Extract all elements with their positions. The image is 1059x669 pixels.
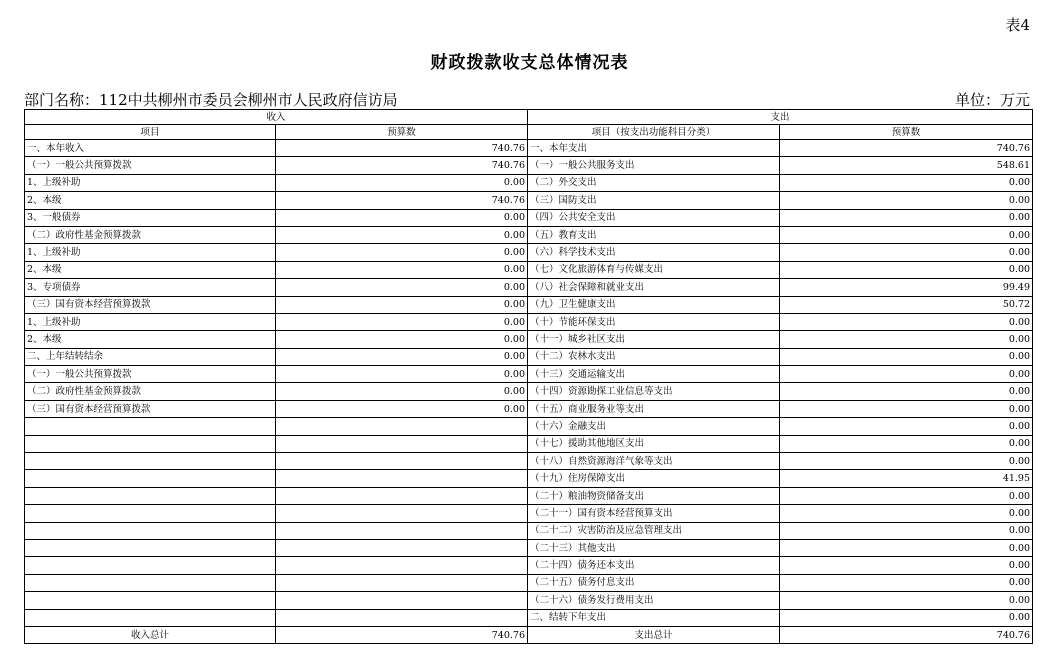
expense-amount-cell: 0.00 [780, 348, 1033, 365]
income-item-cell [25, 574, 276, 591]
income-item-cell: 2、本级 [25, 331, 276, 348]
table-number-label: 表4 [1005, 16, 1030, 34]
expense-item-cell: （二十四）债务还本支出 [528, 557, 780, 574]
income-item-cell [25, 470, 276, 487]
table-row [25, 470, 1033, 487]
income-amount-cell: 0.00 [276, 366, 528, 383]
expense-item-cell: 一、本年支出 [528, 140, 780, 157]
expense-total-amount: 740.76 [780, 626, 1033, 643]
expense-total-label: 支出总计 [528, 626, 780, 643]
table-row [25, 366, 1033, 383]
expense-amount-cell: 0.00 [780, 244, 1033, 261]
totals-row [25, 626, 1033, 643]
income-amount-cell [276, 609, 528, 626]
table-row [25, 435, 1033, 452]
income-amount-cell: 0.00 [276, 279, 528, 296]
income-section-header: 收入 [25, 110, 528, 125]
income-amount-header: 预算数 [276, 125, 528, 140]
expense-amount-cell: 0.00 [780, 539, 1033, 556]
income-item-cell: 2、本级 [25, 192, 276, 209]
expense-amount-cell: 0.00 [780, 505, 1033, 522]
expense-item-cell: （十二）农林水支出 [528, 348, 780, 365]
expense-item-cell: （十五）商业服务业等支出 [528, 400, 780, 417]
income-item-cell [25, 487, 276, 504]
expense-item-cell: （二十六）债务发行费用支出 [528, 592, 780, 609]
table-row [25, 296, 1033, 313]
expense-amount-cell: 548.61 [780, 157, 1033, 174]
table-row [25, 383, 1033, 400]
expense-amount-cell: 0.00 [780, 574, 1033, 591]
expense-item-cell: （五）教育支出 [528, 226, 780, 243]
table-row [25, 261, 1033, 278]
expense-item-cell: （二十二）灾害防治及应急管理支出 [528, 522, 780, 539]
income-item-cell: 一、本年收入 [25, 140, 276, 157]
income-item-cell: 1、上级补助 [25, 174, 276, 191]
table-row [25, 592, 1033, 609]
income-item-cell: （三）国有资本经营预算拨款 [25, 400, 276, 417]
table-row [25, 609, 1033, 626]
expense-item-cell: （二十三）其他支出 [528, 539, 780, 556]
expense-item-cell: （七）文化旅游体育与传媒支出 [528, 261, 780, 278]
expense-amount-cell: 50.72 [780, 296, 1033, 313]
department-label: 部门名称：112中共柳州市委员会柳州市人民政府信访局 [24, 91, 398, 109]
income-amount-cell [276, 470, 528, 487]
expense-item-cell: （六）科学技术支出 [528, 244, 780, 261]
income-amount-cell: 0.00 [276, 313, 528, 330]
expense-amount-cell: 0.00 [780, 487, 1033, 504]
table-row [25, 348, 1033, 365]
expense-amount-cell: 0.00 [780, 592, 1033, 609]
income-amount-cell [276, 435, 528, 452]
expense-item-cell: （四）公共安全支出 [528, 209, 780, 226]
income-amount-cell: 0.00 [276, 244, 528, 261]
expense-item-cell: （十九）住房保障支出 [528, 470, 780, 487]
income-item-cell: 二、上年结转结余 [25, 348, 276, 365]
expense-amount-cell: 0.00 [780, 313, 1033, 330]
expense-section-header: 支出 [528, 110, 1033, 125]
expense-item-cell: （十七）援助其他地区支出 [528, 435, 780, 452]
expense-amount-cell: 0.00 [780, 261, 1033, 278]
expense-amount-cell: 0.00 [780, 400, 1033, 417]
income-amount-cell [276, 574, 528, 591]
income-amount-cell: 0.00 [276, 383, 528, 400]
expense-amount-cell: 0.00 [780, 209, 1033, 226]
table-row [25, 557, 1033, 574]
expense-amount-cell: 0.00 [780, 522, 1033, 539]
income-amount-cell [276, 487, 528, 504]
income-item-cell: （一）一般公共预算拨款 [25, 157, 276, 174]
expense-amount-cell: 0.00 [780, 366, 1033, 383]
expense-item-cell: （十）节能环保支出 [528, 313, 780, 330]
table-row [25, 209, 1033, 226]
expense-item-cell: （十一）城乡社区支出 [528, 331, 780, 348]
income-amount-cell: 0.00 [276, 348, 528, 365]
table-row [25, 505, 1033, 522]
income-amount-cell: 740.76 [276, 140, 528, 157]
table-row [25, 279, 1033, 296]
income-item-cell: （三）国有资本经营预算拨款 [25, 296, 276, 313]
expense-amount-cell: 0.00 [780, 226, 1033, 243]
income-item-cell [25, 522, 276, 539]
table-row [25, 140, 1033, 157]
income-item-cell: 3、专项债券 [25, 279, 276, 296]
table-row [25, 226, 1033, 243]
expense-amount-cell: 0.00 [780, 435, 1033, 452]
expense-item-cell: （三）国防支出 [528, 192, 780, 209]
income-amount-cell: 0.00 [276, 174, 528, 191]
income-amount-cell: 740.76 [276, 157, 528, 174]
expense-amount-cell: 0.00 [780, 418, 1033, 435]
income-item-cell [25, 557, 276, 574]
income-item-cell: 1、上级补助 [25, 313, 276, 330]
expense-item-cell: （二十一）国有资本经营预算支出 [528, 505, 780, 522]
expense-item-cell: （十六）金融支出 [528, 418, 780, 435]
income-item-cell [25, 539, 276, 556]
table-row [25, 331, 1033, 348]
table-row [25, 157, 1033, 174]
table-row [25, 453, 1033, 470]
budget-table [24, 109, 1033, 644]
income-amount-cell: 0.00 [276, 296, 528, 313]
expense-item-cell: （一）一般公共服务支出 [528, 157, 780, 174]
table-row [25, 418, 1033, 435]
income-amount-cell: 0.00 [276, 261, 528, 278]
income-amount-cell [276, 539, 528, 556]
table-row [25, 522, 1033, 539]
table-row [25, 313, 1033, 330]
page-title: 财政拨款收支总体情况表 [430, 53, 629, 73]
income-amount-cell: 740.76 [276, 192, 528, 209]
unit-label: 单位：万元 [954, 91, 1030, 109]
income-amount-cell [276, 592, 528, 609]
income-amount-cell: 0.00 [276, 331, 528, 348]
expense-amount-cell: 41.95 [780, 470, 1033, 487]
expense-amount-cell: 0.00 [780, 557, 1033, 574]
income-amount-cell [276, 505, 528, 522]
expense-item-cell: 二、结转下年支出 [528, 609, 780, 626]
expense-amount-header: 预算数 [780, 125, 1033, 140]
expense-amount-cell: 99.49 [780, 279, 1033, 296]
income-item-cell [25, 592, 276, 609]
income-amount-cell: 0.00 [276, 226, 528, 243]
expense-amount-cell: 0.00 [780, 174, 1033, 191]
income-item-cell [25, 505, 276, 522]
table-row [25, 400, 1033, 417]
expense-item-cell: （十八）自然资源海洋气象等支出 [528, 453, 780, 470]
income-item-cell: （二）政府性基金预算拨款 [25, 383, 276, 400]
income-amount-cell [276, 522, 528, 539]
income-amount-cell [276, 453, 528, 470]
expense-amount-cell: 0.00 [780, 331, 1033, 348]
expense-amount-cell: 0.00 [780, 453, 1033, 470]
income-item-cell: 1、上级补助 [25, 244, 276, 261]
income-item-cell [25, 453, 276, 470]
expense-item-cell: （二十）粮油物资储备支出 [528, 487, 780, 504]
table-row [25, 174, 1033, 191]
income-item-cell: （一）一般公共预算拨款 [25, 366, 276, 383]
expense-amount-cell: 740.76 [780, 140, 1033, 157]
expense-item-cell: （九）卫生健康支出 [528, 296, 780, 313]
table-row [25, 192, 1033, 209]
income-item-cell: （二）政府性基金预算拨款 [25, 226, 276, 243]
table-row [25, 487, 1033, 504]
expense-amount-cell: 0.00 [780, 609, 1033, 626]
expense-item-cell: （二）外交支出 [528, 174, 780, 191]
income-total-amount: 740.76 [276, 626, 528, 643]
column-header-row [25, 125, 1033, 140]
section-header-row [25, 110, 1033, 125]
expense-item-cell: （十四）资源勘探工业信息等支出 [528, 383, 780, 400]
table-row [25, 574, 1033, 591]
income-amount-cell: 0.00 [276, 400, 528, 417]
income-item-header: 项目 [25, 125, 276, 140]
expense-amount-cell: 0.00 [780, 383, 1033, 400]
income-item-cell [25, 435, 276, 452]
income-total-label: 收入总计 [25, 626, 276, 643]
expense-item-cell: （十三）交通运输支出 [528, 366, 780, 383]
income-amount-cell [276, 418, 528, 435]
income-item-cell: 2、本级 [25, 261, 276, 278]
income-amount-cell: 0.00 [276, 209, 528, 226]
expense-item-header: 项目（按支出功能科目分类） [528, 125, 780, 140]
income-item-cell [25, 418, 276, 435]
income-item-cell [25, 609, 276, 626]
table-row [25, 539, 1033, 556]
expense-amount-cell: 0.00 [780, 192, 1033, 209]
expense-item-cell: （二十五）债务付息支出 [528, 574, 780, 591]
expense-item-cell: （八）社会保障和就业支出 [528, 279, 780, 296]
income-item-cell: 3、一般债券 [25, 209, 276, 226]
table-row [25, 244, 1033, 261]
income-amount-cell [276, 557, 528, 574]
